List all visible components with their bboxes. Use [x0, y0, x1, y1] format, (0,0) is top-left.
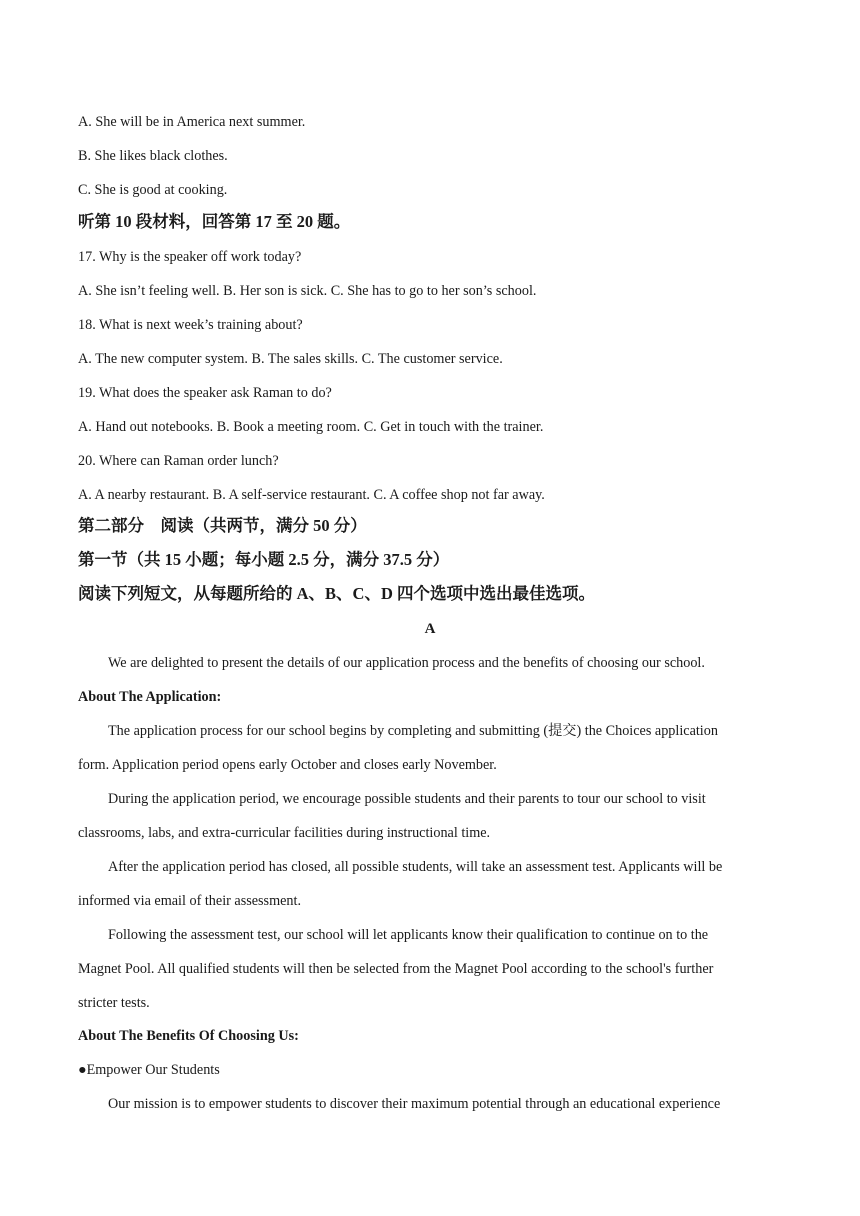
q18-options: A. The new computer system. B. The sales skills. C. The customer service.	[78, 351, 503, 367]
reading-instruction: 阅读下列短文，从每题所给的 A、B、C、D 四个选项中选出最佳选项。	[78, 584, 596, 603]
q20-options: A. A nearby restaurant. B. A self-service restaurant. C. A coffee shop not far away.	[78, 487, 545, 503]
paragraph-1-line-1: The application process for our school begins by completing and submitting (提交) the Choices application	[108, 723, 718, 739]
paragraph-1-line-2: form. Application period opens early October and closes early November.	[78, 757, 497, 773]
paragraph-5-line-1: Our mission is to empower students to discover their maximum potential through an educational experience	[108, 1096, 721, 1112]
q19-options: A. Hand out notebooks. B. Book a meeting room. C. Get in touch with the trainer.	[78, 419, 544, 435]
paragraph-2-line-1: During the application period, we encourage possible students and their parents to tour our school to visit	[108, 791, 706, 807]
paragraph-3-line-1: After the application period has closed, all possible students, will take an assessment test. Applicants will be	[108, 859, 723, 875]
section1-heading: 第一节（共 15 小题；每小题 2.5 分，满分 37.5 分）	[78, 550, 450, 569]
q16-option-b: B. She likes black clothes.	[78, 148, 228, 164]
q16-option-a: A. She will be in America next summer.	[78, 114, 306, 130]
paragraph-4-line-3: stricter tests.	[78, 995, 150, 1011]
q20-stem: 20. Where can Raman order lunch?	[78, 453, 279, 469]
passage-intro: We are delighted to present the details of our application process and the benefits of choosing our school.	[108, 655, 705, 671]
benefits-heading: About The Benefits Of Choosing Us:	[78, 1028, 299, 1044]
q16-option-c: C. She is good at cooking.	[78, 182, 228, 198]
passage-label: A	[424, 621, 436, 637]
q19-stem: 19. What does the speaker ask Raman to do?	[78, 385, 332, 401]
q17-options: A. She isn’t feeling well. B. Her son is sick. C. She has to go to her son’s school.	[78, 283, 537, 299]
part2-heading: 第二部分 阅读（共两节，满分 50 分）	[78, 516, 367, 535]
application-heading: About The Application:	[78, 689, 222, 705]
q17-stem: 17. Why is the speaker off work today?	[78, 249, 302, 265]
paragraph-3-line-2: informed via email of their assessment.	[78, 893, 301, 909]
paragraph-4-line-2: Magnet Pool. All qualified students will then be selected from the Magnet Pool according to the school's further	[78, 961, 714, 977]
paragraph-4-line-1: Following the assessment test, our school will let applicants know their qualification to continue on to the	[108, 927, 709, 943]
paragraph-2-line-2: classrooms, labs, and extra-curricular facilities during instructional time.	[78, 825, 491, 841]
bullet-empower: ●Empower Our Students	[78, 1062, 220, 1078]
q18-stem: 18. What is next week’s training about?	[78, 317, 303, 333]
section10-heading: 听第 10 段材料，回答第 17 至 20 题。	[78, 212, 351, 231]
